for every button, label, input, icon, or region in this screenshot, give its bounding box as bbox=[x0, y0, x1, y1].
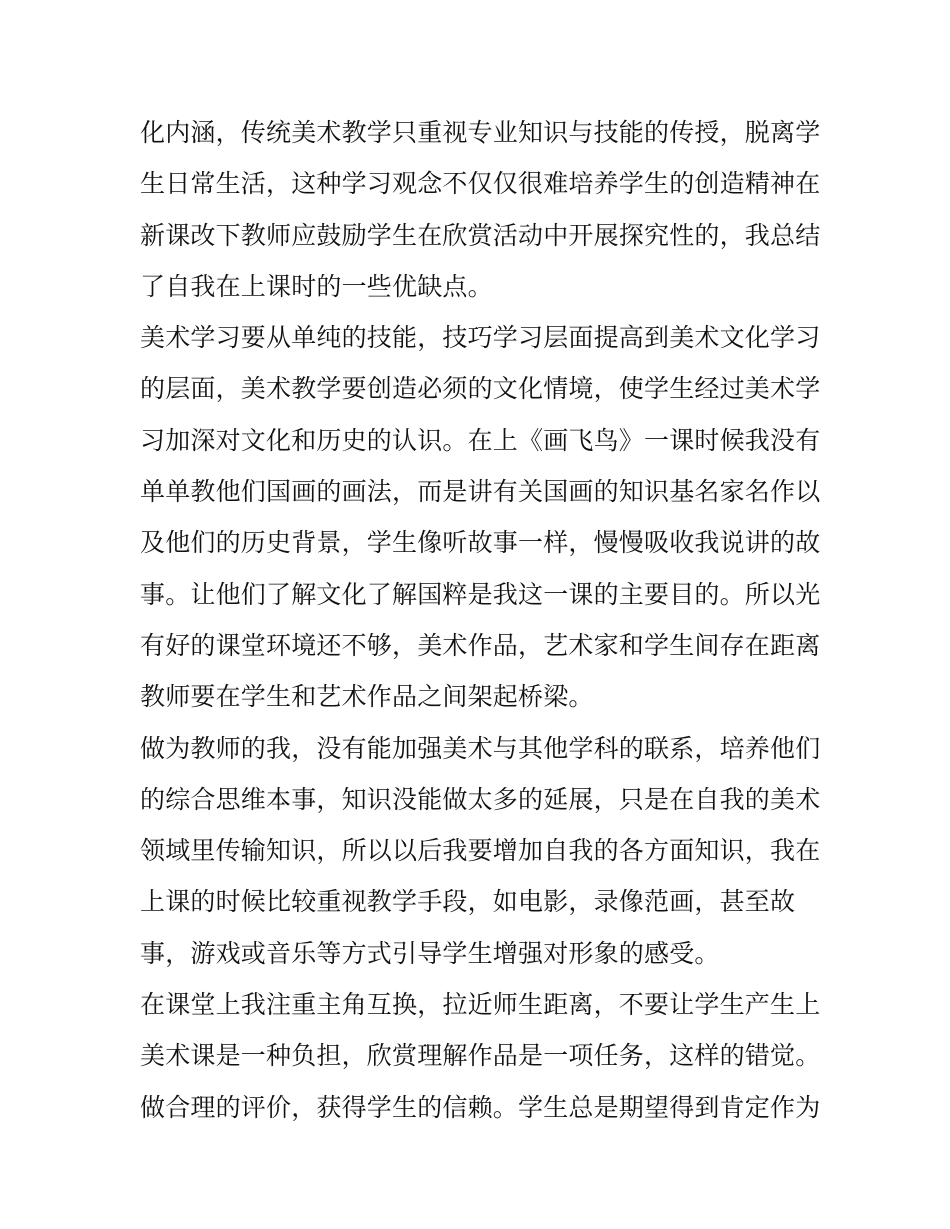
text-line: 及他们的历史背景，学生像听故事一样，慢慢吸收我说讲的故 bbox=[140, 528, 821, 558]
text-line: 事，游戏或音乐等方式引导学生增强对形象的感受。 bbox=[140, 938, 720, 968]
text-line: 在课堂上我注重主角互换，拉近师生距离，不要让学生产生上 bbox=[140, 990, 821, 1020]
text-line: 美术学习要从单纯的技能，技巧学习层面提高到美术文化学习 bbox=[140, 323, 821, 353]
text-line: 生日常生活，这种学习观念不仅仅很难培养学生的创造精神在 bbox=[140, 169, 821, 199]
text-line: 做合理的评价，获得学生的信赖。学生总是期望得到肯定作为 bbox=[140, 1092, 821, 1122]
document-body bbox=[140, 107, 820, 1133]
text-line: 领域里传输知识，所以以后我要增加自我的各方面知识，我在 bbox=[140, 836, 821, 866]
text-line: 化内涵，传统美术教学只重视专业知识与技能的传授，脱离学 bbox=[140, 118, 821, 147]
text-line: 上课的时候比较重视教学手段，如电影，录像范画，甚至故 bbox=[140, 887, 796, 917]
text-line: 事。让他们了解文化了解国粹是我这一课的主要目的。所以光 bbox=[140, 579, 821, 609]
text-line: 的综合思维本事，知识没能做太多的延展，只是在自我的美术 bbox=[140, 784, 821, 814]
text-line: 做为教师的我，没有能加强美术与其他学科的联系，培养他们 bbox=[140, 733, 821, 763]
text-line: 有好的课堂环境还不够，美术作品，艺术家和学生间存在距离 bbox=[140, 630, 821, 660]
text-line: 的层面，美术教学要创造必须的文化情境，使学生经过美术学 bbox=[140, 374, 821, 404]
text-line: 新课改下教师应鼓励学生在欣赏活动中开展探究性的，我总结 bbox=[140, 220, 821, 250]
text-line: 单单教他们国画的画法，而是讲有关国画的知识基名家名作以 bbox=[140, 477, 821, 507]
text-line: 了自我在上课时的一些优缺点。 bbox=[140, 271, 493, 301]
text-line: 教师要在学生和艺术作品之间架起桥梁。 bbox=[140, 682, 594, 712]
text-line: 美术课是一种负担，欣赏理解作品是一项任务，这样的错觉。 bbox=[140, 1041, 821, 1071]
text-line: 习加深对文化和历史的认识。在上《画飞鸟》一课时候我没有 bbox=[140, 425, 821, 455]
